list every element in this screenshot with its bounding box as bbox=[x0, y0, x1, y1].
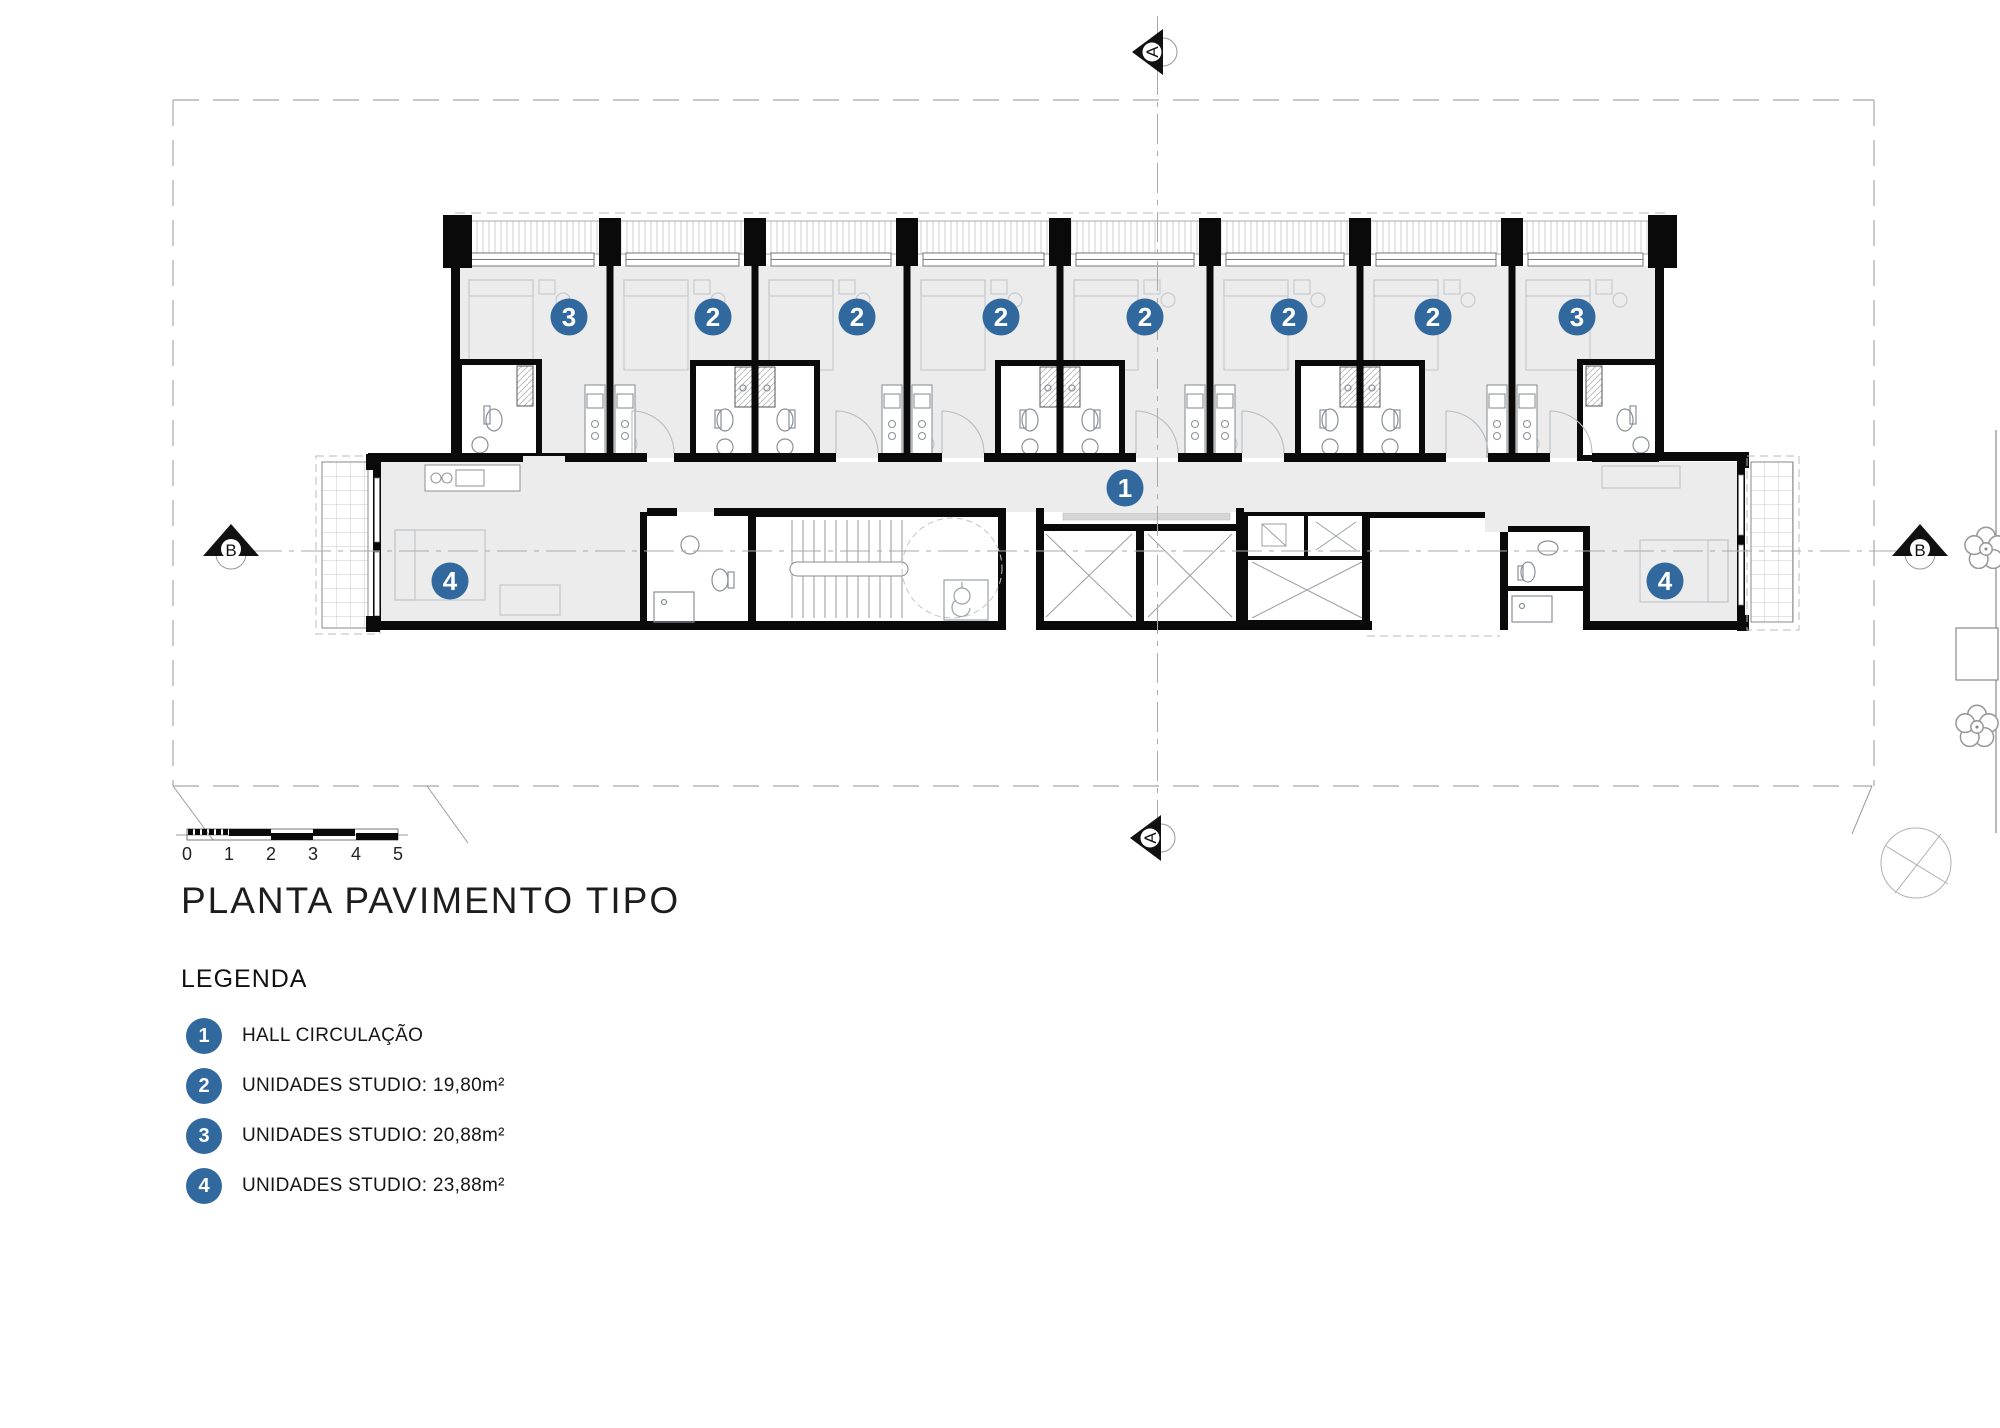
tree-icon bbox=[1881, 828, 1951, 898]
hall-badge bbox=[1107, 470, 1144, 507]
svg-text:A: A bbox=[1143, 46, 1162, 58]
svg-text:5: 5 bbox=[392, 844, 404, 864]
legend-label-2: UNIDADES STUDIO: 19,80m² bbox=[242, 1075, 505, 1096]
legend-item-studio-20 bbox=[186, 1118, 505, 1154]
svg-text:B: B bbox=[1914, 541, 1926, 560]
svg-text:3: 3 bbox=[1569, 302, 1585, 332]
svg-text:3: 3 bbox=[307, 844, 319, 864]
svg-text:3: 3 bbox=[561, 302, 577, 332]
svg-text:2: 2 bbox=[993, 302, 1009, 332]
legend-item-hall bbox=[186, 1018, 423, 1054]
stair-handrail bbox=[790, 562, 908, 576]
svg-text:0: 0 bbox=[181, 844, 193, 864]
technical-rooms bbox=[1240, 512, 1372, 630]
svg-text:4: 4 bbox=[1657, 566, 1673, 596]
svg-text:2: 2 bbox=[1425, 302, 1441, 332]
svg-text:2: 2 bbox=[1281, 302, 1297, 332]
svg-text:4: 4 bbox=[350, 844, 362, 864]
svg-text:1: 1 bbox=[1117, 473, 1133, 503]
legend-label-1: HALL CIRCULAÇÃO bbox=[242, 1025, 424, 1046]
site-structure-square bbox=[1956, 628, 1998, 680]
unit-badge bbox=[1559, 299, 1596, 336]
site-right-edge bbox=[1881, 430, 2000, 898]
svg-text:2: 2 bbox=[265, 844, 277, 864]
unit-badge bbox=[695, 299, 732, 336]
right-end-unit bbox=[1485, 452, 1799, 631]
svg-text:2: 2 bbox=[1137, 302, 1153, 332]
svg-text:A: A bbox=[1141, 832, 1160, 844]
svg-text:2: 2 bbox=[849, 302, 865, 332]
section-marker-b-left bbox=[203, 524, 259, 569]
plant-icon bbox=[1956, 705, 1998, 746]
unit-badge bbox=[1127, 299, 1164, 336]
legend-heading: LEGENDA bbox=[181, 965, 308, 993]
page-title: PLANTA PAVIMENTO TIPO bbox=[181, 880, 681, 921]
unit4-badge-left bbox=[432, 563, 469, 600]
plant-icon bbox=[1965, 527, 2000, 568]
scale-bar bbox=[176, 829, 408, 864]
legend-badge-4: 4 bbox=[186, 1168, 222, 1204]
section-marker-a-bottom bbox=[1130, 815, 1175, 861]
unit-badge bbox=[983, 299, 1020, 336]
corridor-wall bbox=[520, 453, 1659, 462]
svg-text:1: 1 bbox=[223, 844, 235, 864]
stairwell bbox=[748, 508, 1006, 630]
left-balcony bbox=[322, 462, 368, 628]
legend-label-3: UNIDADES STUDIO: 20,88m² bbox=[242, 1125, 505, 1146]
section-marker-b-right bbox=[1892, 524, 1948, 569]
svg-text:B: B bbox=[225, 541, 237, 560]
scale-bar-numbers bbox=[182, 844, 403, 864]
legend-label-4: UNIDADES STUDIO: 23,88m² bbox=[242, 1175, 505, 1196]
unit-badge bbox=[1271, 299, 1308, 336]
end-bathroom-right bbox=[1580, 362, 1660, 458]
right-balcony bbox=[1751, 462, 1793, 622]
left-end-unit bbox=[316, 453, 647, 634]
legend-item-studio-23 bbox=[186, 1168, 505, 1204]
legend-item-studio-19 bbox=[186, 1068, 505, 1104]
boundary-corner-leaders bbox=[173, 786, 1872, 843]
end-bathroom-left bbox=[459, 362, 539, 458]
unit4-badge-right bbox=[1647, 563, 1684, 600]
elevators bbox=[1006, 508, 1244, 630]
legend-badge-1: 1 bbox=[186, 1018, 222, 1054]
svg-text:2: 2 bbox=[705, 302, 721, 332]
svg-text:4: 4 bbox=[442, 566, 458, 596]
unit-badge bbox=[839, 299, 876, 336]
left-inner-bathroom bbox=[647, 508, 755, 630]
unit-badge bbox=[1415, 299, 1452, 336]
legend-badge-2: 2 bbox=[186, 1068, 222, 1104]
unit-badge bbox=[551, 299, 588, 336]
legend-badge-3: 3 bbox=[186, 1118, 222, 1154]
section-marker-a-top bbox=[1132, 29, 1177, 75]
